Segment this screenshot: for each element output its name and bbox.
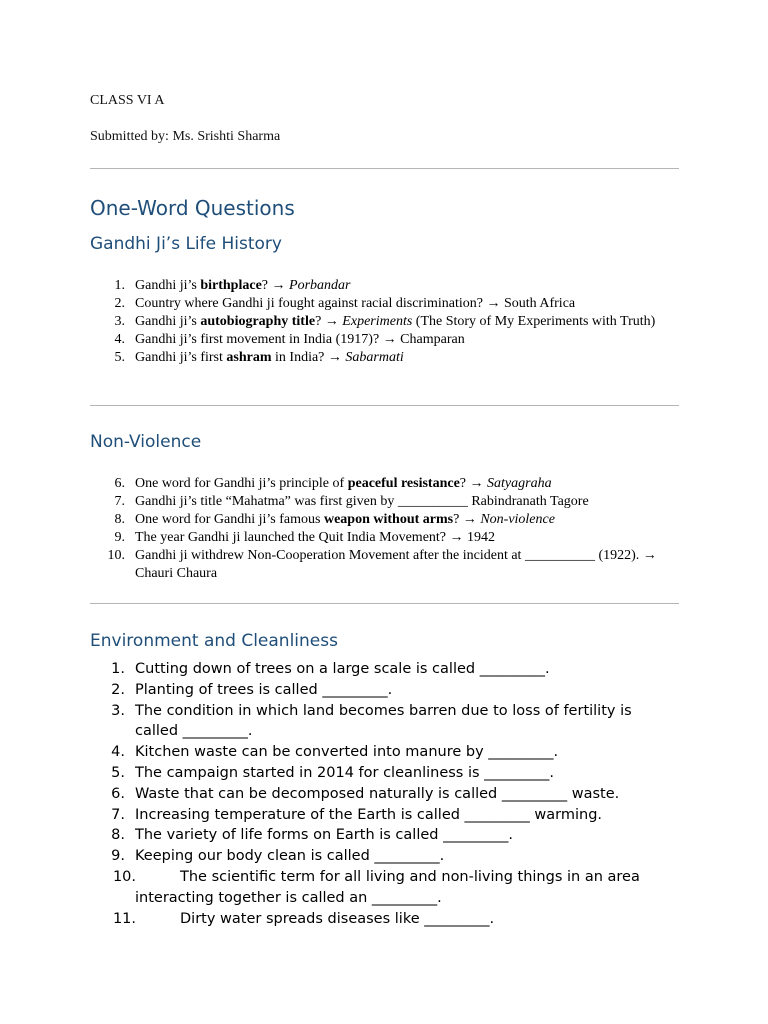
environment-question-list bbox=[90, 659, 679, 929]
list-item: 5. Gandhi ji’s first ashram in India? → Sabarmati bbox=[90, 349, 679, 367]
list-item: 2. Planting of trees is called _________. bbox=[90, 680, 679, 701]
list-item: 4. Kitchen waste can be converted into manure by _________. bbox=[90, 742, 679, 763]
item-number: 5. bbox=[111, 764, 125, 781]
list-item: 2. Country where Gandhi ji fought against racial discrimination? → South Africa bbox=[90, 295, 679, 313]
item-number: 10. bbox=[112, 868, 136, 885]
submitted-by-line: Submitted by: Ms. Srishti Sharma bbox=[90, 129, 281, 144]
item-number: 6. bbox=[111, 785, 125, 802]
answer: Porbandar bbox=[289, 278, 351, 293]
item-number: 3. bbox=[111, 702, 125, 719]
item-number: 7. bbox=[114, 494, 125, 509]
list-item: 9. The year Gandhi ji launched the Quit India Movement? → 1942 bbox=[90, 529, 679, 547]
answer: Experiments bbox=[342, 314, 413, 329]
list-item: 8. One word for Gandhi ji’s famous weapon without arms? → Non-violence bbox=[90, 511, 679, 529]
section-heading-nonviolence: Non-Violence bbox=[90, 432, 202, 452]
gandhi-question-list bbox=[90, 277, 679, 367]
item-number: 4. bbox=[114, 332, 125, 347]
item-number: 10. bbox=[107, 548, 125, 563]
divider bbox=[90, 405, 679, 406]
item-number: 1. bbox=[111, 661, 125, 677]
list-item: 7. Increasing temperature of the Earth is called _________ warming. bbox=[90, 805, 679, 826]
item-number: 2. bbox=[111, 681, 125, 698]
list-item: 5. The campaign started in 2014 for cleanliness is _________. bbox=[90, 763, 679, 784]
section-heading-environment: Environment and Cleanliness bbox=[90, 631, 338, 651]
item-number: 2. bbox=[114, 296, 125, 311]
item-number: 7. bbox=[111, 806, 125, 823]
list-item: 3. Gandhi ji’s autobiography title? → Experiments (The Story of My Experiments with Truth) bbox=[90, 313, 679, 331]
item-number: 3. bbox=[114, 314, 125, 329]
answer: Non-violence bbox=[480, 512, 555, 527]
item-number: 8. bbox=[111, 827, 125, 844]
item-number: 9. bbox=[111, 848, 125, 865]
list-item: 9. Keeping our body clean is called _________. bbox=[90, 846, 679, 867]
list-item: 1. Cutting down of trees on a large scale is called _________. bbox=[90, 659, 679, 680]
item-number: 4. bbox=[111, 744, 125, 761]
list-item: 8. The variety of life forms on Earth is called _________. bbox=[90, 825, 679, 846]
list-item: 3. The condition in which land becomes barren due to loss of fertility is called _________. bbox=[90, 701, 679, 743]
divider bbox=[90, 168, 679, 169]
section-heading-gandhi: Gandhi Ji’s Life History bbox=[90, 234, 282, 254]
nonviolence-question-list bbox=[90, 475, 679, 583]
list-item: 6. Waste that can be decomposed naturally is called _________ waste. bbox=[90, 784, 679, 805]
list-item: 10. The scientific term for all living and non-living things in an area interacting together is called an _________. bbox=[90, 867, 679, 909]
answer: Sabarmati bbox=[345, 350, 404, 365]
list-item: 10. Gandhi ji withdrew Non-Cooperation Movement after the incident at __________ (1922). → Chauri Chaura bbox=[90, 547, 679, 583]
divider bbox=[90, 603, 679, 604]
list-item: 4. Gandhi ji’s first movement in India (1917)? → Champaran bbox=[90, 331, 679, 349]
list-item: 1. Gandhi ji’s birthplace? → Porbandar bbox=[90, 277, 679, 295]
answer: Satyagraha bbox=[487, 476, 552, 491]
item-number: 8. bbox=[114, 512, 125, 527]
page-title: One-Word Questions bbox=[90, 196, 295, 220]
item-number: 5. bbox=[114, 350, 125, 365]
item-number: 6. bbox=[114, 476, 125, 491]
item-number: 11. bbox=[112, 910, 136, 927]
item-number: 9. bbox=[114, 530, 125, 545]
list-item: 11. Dirty water spreads diseases like _________. bbox=[90, 909, 679, 930]
list-item: 7. Gandhi ji’s title “Mahatma” was first given by __________ Rabindranath Tagore bbox=[90, 493, 679, 511]
item-number: 1. bbox=[114, 278, 125, 293]
list-item: 6. One word for Gandhi ji’s principle of peaceful resistance? → Satyagraha bbox=[90, 475, 679, 493]
class-label: CLASS VI A bbox=[90, 93, 165, 108]
